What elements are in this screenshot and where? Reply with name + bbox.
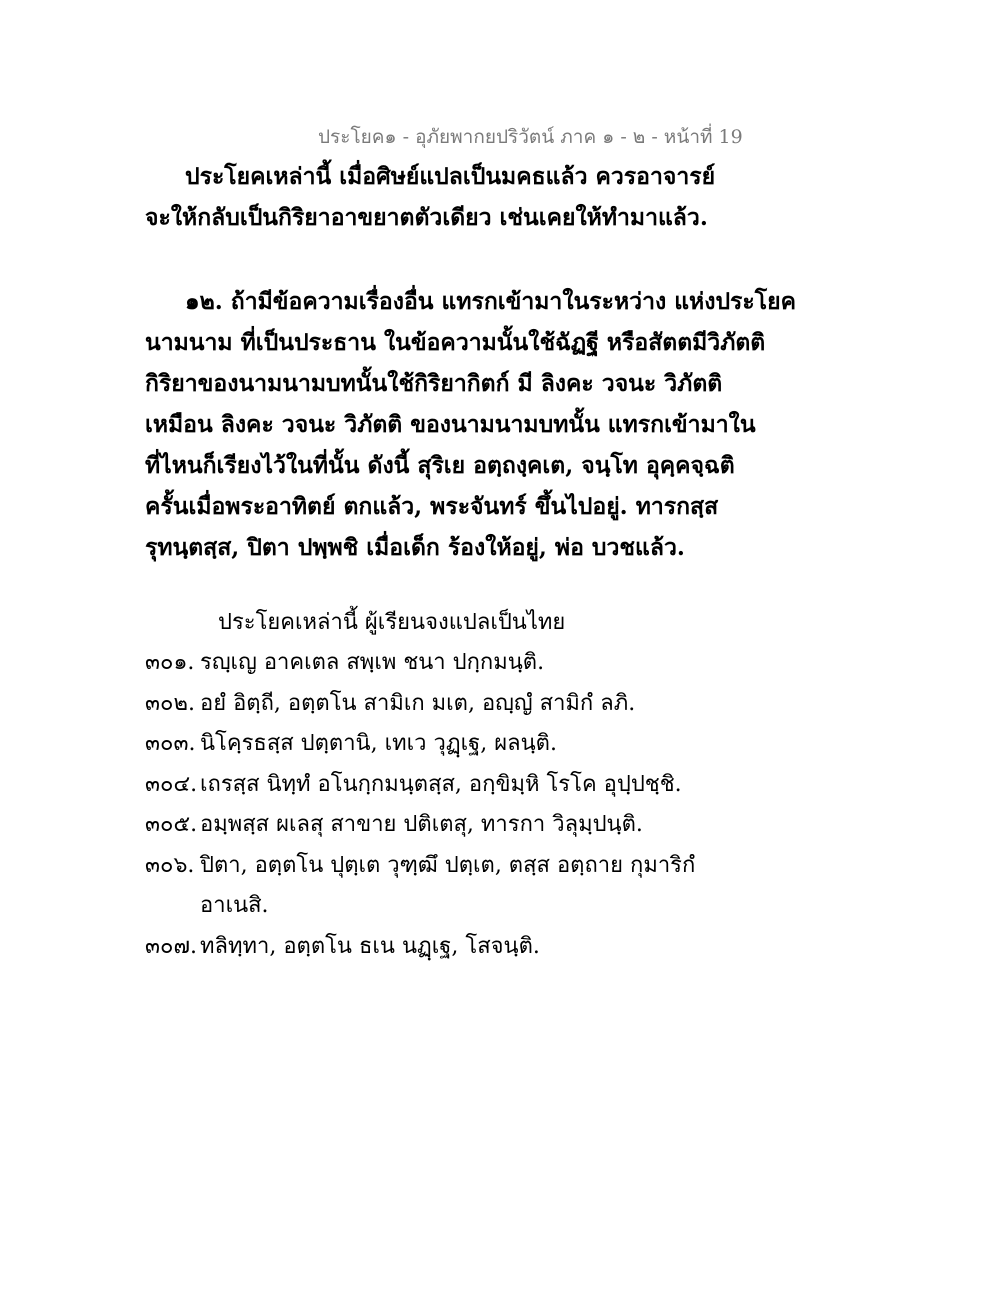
exercise-line: ปิตา, อตฺตโน ปุตฺเต วุฑฺฒึ ปตฺเต, ตสฺส อตฺถาย กุมาริกํ bbox=[200, 852, 696, 878]
paragraph-line: ๑๒. ถ้ามีข้อความเรื่องอื่น แทรกเข้ามาในระหว่าง แห่งประโยค bbox=[185, 288, 796, 315]
paragraph-line: รุทนฺตสฺส, ปิตา ปพฺพชิ เมื่อเด็ก ร้องให้อยู่, พ่อ บวชแล้ว. bbox=[145, 534, 685, 561]
exercise-item-307 bbox=[145, 927, 705, 968]
exercise-line: เถรสฺส นิทฺทํ อโนกฺกมนฺตสฺส, อกฺขิมฺหิ โรโค อุปฺปชฺชิ. bbox=[200, 771, 682, 797]
exercise-item-305 bbox=[145, 805, 705, 846]
exercise-line: รญฺเญ อาคเตล สพฺเพ ชนา ปกฺกมนฺติ. bbox=[200, 650, 545, 675]
exercise-text bbox=[200, 684, 635, 725]
exercise-item-302 bbox=[145, 684, 705, 725]
exercise-line: อาเนสิ. bbox=[200, 893, 269, 918]
paragraph-line: ครั้นเมื่อพระอาทิตย์ ตกแล้ว, พระจันทร์ ขึ้นไปอยู่. ทารกสฺส bbox=[145, 493, 719, 520]
running-header: ประโยค๑ - อุภัยพากยปริวัตน์ ภาค ๑ - ๒ - หน้าที่ 19 bbox=[318, 126, 743, 148]
exercise-text bbox=[200, 643, 544, 684]
exercise-list bbox=[145, 643, 705, 967]
exercise-text bbox=[200, 765, 682, 806]
paragraph-line: ที่ไหนก็เรียงไว้ในที่นั้น ดังนี้ สุริเย อตฺถงฺคเต, จนฺโท อุคฺคจฺฉติ bbox=[145, 452, 735, 479]
exercise-instructions: ประโยคเหล่านี้ ผู้เรียนจงแปลเป็นไทย bbox=[218, 610, 566, 635]
exercise-text bbox=[200, 724, 557, 765]
exercise-number: ๓๐๖. bbox=[145, 852, 195, 878]
exercise-number: ๓๐๕. bbox=[145, 812, 198, 837]
paragraph-line: ประโยคเหล่านี้ เมื่อศิษย์แปลเป็นมคธแล้ว ควรอาจารย์ bbox=[185, 163, 716, 190]
exercise-number: ๓๐๑. bbox=[145, 650, 195, 675]
paragraph-line: จะให้กลับเป็นกิริยาอาขยาตตัวเดียว เช่นเคยให้ทำมาแล้ว. bbox=[145, 204, 708, 231]
exercise-number: ๓๐๔. bbox=[145, 771, 198, 797]
paragraph-line: นามนาม ที่เป็นประธาน ในข้อความนั้นใช้ฉัฏฐี หรือสัตตมีวิภัตติ bbox=[145, 329, 766, 356]
exercise-item-304 bbox=[145, 765, 705, 806]
exercise-number: ๓๐๗. bbox=[145, 933, 198, 959]
rule-paragraph-12 bbox=[145, 281, 796, 568]
exercise-number: ๓๐๓. bbox=[145, 731, 196, 756]
exercise-text bbox=[200, 927, 540, 968]
exercise-line: อมฺพสฺส ผเลสุ สาขาย ปติเตสุ, ทารกา วิลุมฺปนฺติ. bbox=[200, 812, 643, 837]
exercise-text bbox=[200, 805, 643, 846]
paragraph-line: เหมือน ลิงคะ วจนะ วิภัตติ ของนามนามบทนั้น แทรกเข้ามาใน bbox=[145, 411, 756, 438]
exercise-item-306 bbox=[145, 846, 705, 927]
exercise-line: ทลิทฺทา, อตฺตโน ธเน นฏฺเฐ, โสจนฺติ. bbox=[200, 933, 540, 959]
exercise-number: ๓๐๒. bbox=[145, 690, 195, 716]
paragraph-line: กิริยาของนามนามบทนั้นใช้กิริยากิตก์ มี ลิงคะ วจนะ วิภัตติ bbox=[145, 370, 723, 397]
exercise-line: อยํ อิตฺถี, อตฺตโน สามิเก มเต, อญฺญํ สามิกํ ลภิ. bbox=[200, 690, 636, 716]
exercise-item-301 bbox=[145, 643, 705, 684]
intro-paragraph bbox=[145, 156, 716, 238]
exercise-line: นิโคฺรธสฺส ปตฺตานิ, เทเว วุฏฺเฐ, ผลนฺติ. bbox=[200, 731, 557, 756]
exercise-text bbox=[200, 846, 695, 927]
exercise-item-303 bbox=[145, 724, 705, 765]
